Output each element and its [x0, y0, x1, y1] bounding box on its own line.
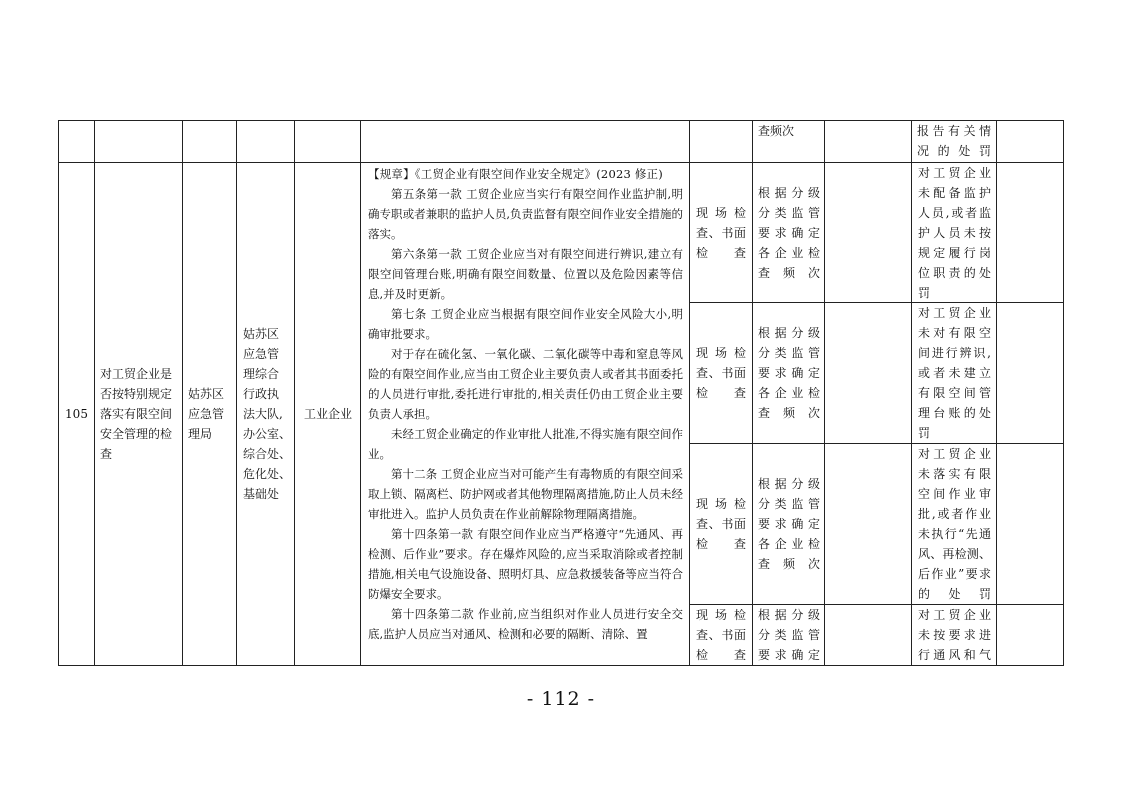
frequency-cell — [754, 303, 824, 443]
frequency-text: 根据分级 分类监管 要求确定 — [758, 608, 820, 662]
frequency-cell-continued: 查频次 — [758, 124, 795, 138]
column-divider — [689, 120, 690, 665]
penalty-text: 对工贸企业 未落实有限 空间作业审 批,或者作业 未执行“先通 风、再检测、 后作业”要求 的处罚 — [918, 447, 991, 601]
item-number: 105 — [65, 406, 88, 421]
column-divider — [996, 120, 997, 665]
penalty-cell — [913, 444, 996, 604]
column-divider — [94, 120, 95, 665]
regulation-article: 第十四条第一款 有限空间作业应当严格遵守“先通风、再检测、后作业”要求。存在爆炸风险的,应当采取消除或者控制措施,相关电气设施设备、照明灯具、应急救援装备等应当符合防爆安全要求。 — [368, 527, 683, 601]
supervision-cell — [826, 163, 911, 302]
frequency-text: 根据分级 分类监管 要求确定 各企业检 查频次 — [758, 326, 820, 420]
frequency-text: 根据分级 分类监管 要求确定 各企业检 查频次 — [758, 185, 820, 280]
penalty-text: 对工贸企业 未按要求进 行通风和气 — [918, 608, 991, 662]
penalty-cell — [913, 163, 996, 302]
regulation-article: 未经工贸企业确定的作业审批人批准,不得实施有限空间作业。 — [368, 427, 683, 461]
method-text: 现场检 查、书面 检查 — [696, 608, 746, 662]
column-divider — [294, 120, 295, 665]
frequency-text: 根据分级 分类监管 要求确定 各企业检 查频次 — [758, 477, 820, 571]
method-text: 现场检 查、书面 检查 — [696, 346, 746, 400]
penalty-text: 对工贸企业 未配备监护 人员,或者监 护人员未按 规定履行岗 位职责的处 罚 — [918, 166, 991, 300]
regulation-article: 第五条第一款 工贸企业应当实行有限空间作业监护制,明确专职或者兼职的监护人员,负责监督有限空间作业安全措施的落实。 — [368, 187, 683, 241]
column-divider — [182, 120, 183, 665]
regulation-article: 对于存在硫化氢、一氧化碳、二氧化碳等中毒和窒息等风险的有限空间作业,应当由工贸企业主要负责人或者其书面委托的人员进行审批,委托进行审批的,相关责任仍由工贸企业主要负责人承担。 — [368, 347, 683, 421]
penalty-cell — [913, 605, 996, 664]
regulation-article: 第十四条第二款 作业前,应当组织对作业人员进行安全交底,监护人员应当对通风、检测和必要的隔断、清除、置 — [368, 607, 683, 641]
supervision-cell — [826, 303, 911, 443]
column-divider — [752, 120, 753, 665]
frequency-cell — [754, 163, 824, 302]
penalty-cell-continued: 报告有关情 况的处罚 — [917, 124, 991, 158]
regulation-article: 第六条第一款 工贸企业应当对有限空间进行辨识,建立有限空间管理台账,明确有限空间数量、位置以及危险因素等信息,并及时更新。 — [368, 247, 683, 301]
frequency-cell — [754, 444, 824, 604]
regulation-heading: 【规章】《工贸企业有限空间作业安全规定》(2023 修正) — [368, 167, 663, 181]
supervision-cell — [826, 605, 911, 664]
method-cell — [691, 444, 752, 604]
method-cell — [691, 303, 752, 443]
method-text: 现场检 查、书面 检查 — [696, 497, 746, 551]
legal-basis-cell — [362, 163, 689, 664]
column-divider — [236, 120, 237, 665]
column-divider — [360, 120, 361, 665]
penalty-text: 对工贸企业 未对有限空 间进行辨识, 或者未建立 有限空间管 理台账的处 罚 — [918, 306, 991, 440]
agency-cell — [184, 163, 236, 664]
method-cell — [691, 163, 752, 302]
method-cell — [691, 605, 752, 664]
supervision-cell — [826, 444, 911, 604]
object-text: 工业企业 — [303, 406, 352, 421]
column-divider — [824, 120, 825, 665]
department-cell — [238, 163, 294, 664]
column-divider — [911, 120, 912, 665]
page-number: - 112 - — [526, 688, 596, 710]
frequency-cell — [754, 605, 824, 664]
regulation-article: 第七条 工贸企业应当根据有限空间作业安全风险大小,明确审批要求。 — [368, 307, 683, 341]
check-item-text: 对工贸企业是 否按特别规定 落实有限空间 安全管理的检 查 — [100, 366, 173, 461]
department-text: 姑苏区 应急管 理综合 行政执 法大队, 办公室、 综合处、 危化处、 基础处 — [243, 326, 292, 501]
agency-text: 姑苏区 应急管 理局 — [188, 386, 225, 441]
check-item-cell — [96, 163, 182, 664]
object-cell — [296, 163, 360, 664]
regulation-article: 第十二条 工贸企业应当对可能产生有毒物质的有限空间采取上锁、隔离栏、防护网或者其他物理隔离措施,防止人员未经审批进入。监护人员负责在作业前解除物理隔离措施。 — [368, 467, 683, 521]
method-text: 现场检 查、书面 检查 — [696, 205, 746, 260]
penalty-cell — [913, 303, 996, 443]
